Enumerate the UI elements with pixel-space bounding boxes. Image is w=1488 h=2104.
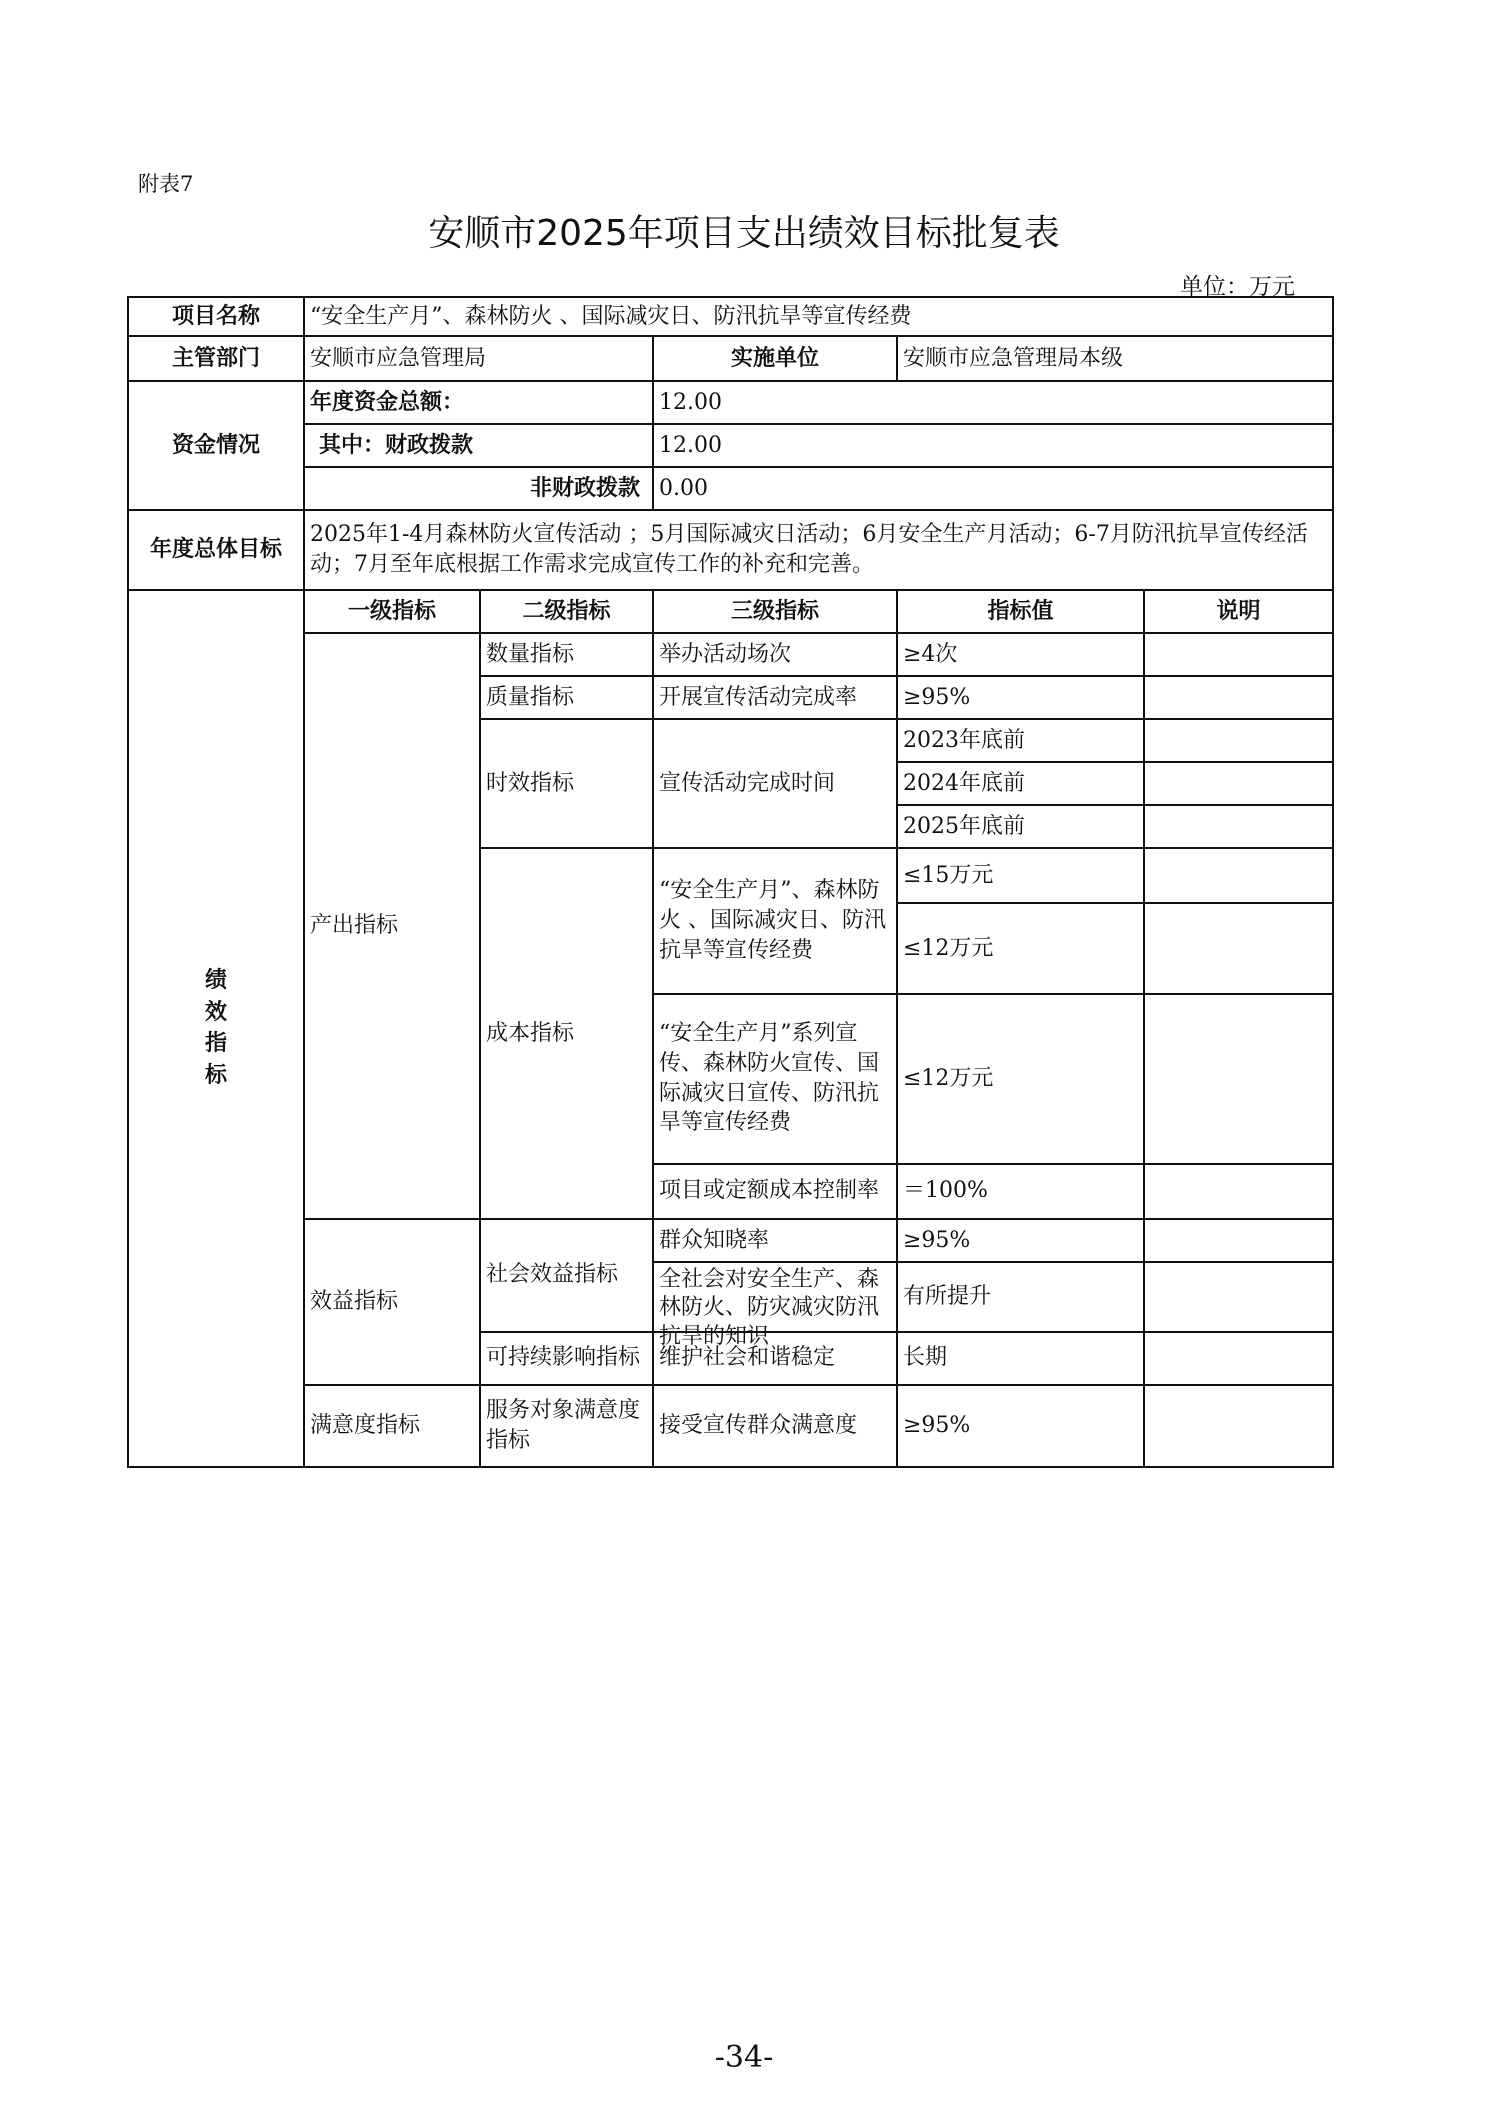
cost-item3-value: ＝100% [897, 1164, 1144, 1219]
quantity-level3: 举办活动场次 [653, 633, 897, 676]
header-level1: 一级指标 [304, 590, 480, 633]
quantity-value: ≥4次 [897, 633, 1144, 676]
quality-note [1144, 676, 1333, 719]
row-indicator-header [128, 590, 1333, 633]
timeliness-value-1: 2023年底前 [897, 719, 1144, 762]
page-title: 安顺市2025年项目支出绩效目标批复表 [428, 213, 1060, 254]
page-number: -34- [714, 2040, 774, 2075]
row-satisfaction [128, 1385, 1333, 1467]
cost-item1-note-1 [1144, 848, 1333, 903]
header-note: 说明 [1144, 590, 1333, 633]
social-level2: 社会效益指标 [480, 1219, 653, 1332]
header-level2: 二级指标 [480, 590, 653, 633]
timeliness-level3: 宣传活动完成时间 [653, 719, 897, 848]
sustain-note [1144, 1332, 1333, 1385]
cost-item3-level3: 项目或定额成本控制率 [653, 1164, 897, 1219]
timeliness-value-3: 2025年底前 [897, 805, 1144, 848]
cost-level2: 成本指标 [480, 848, 653, 1219]
funds-total-value: 12.00 [653, 381, 1333, 424]
row-annual-goal [128, 510, 1333, 590]
dept-label: 主管部门 [128, 336, 304, 381]
cost-item1-note-2 [1144, 903, 1333, 993]
sustain-level3: 维护社会和谐稳定 [653, 1332, 897, 1385]
row-quantity [128, 633, 1333, 676]
indicators-section-label: 绩效指标 [128, 590, 304, 1467]
service-value: ≥95% [897, 1385, 1144, 1467]
row-project-name [128, 297, 1333, 336]
cost-item2-level3: “安全生产月”系列宣传、森林防火宣传、国际减灾日宣传、防汛抗旱等宣传经费 [653, 994, 897, 1164]
row-social-1 [128, 1219, 1333, 1262]
cost-item1-level3: “安全生产月”、森林防火 、国际减灾日、防汛抗旱等宣传经费 [653, 848, 897, 993]
quality-level2: 质量指标 [480, 676, 653, 719]
timeliness-value-2: 2024年底前 [897, 762, 1144, 805]
project-name-value: “安全生产月”、森林防火 、国际减灾日、防汛抗旱等宣传经费 [304, 297, 1333, 336]
goal-text: 2025年1-4月森林防火宣传活动 ；5月国际减灾日活动；6月安全生产月活动；6-7月防汛抗旱宣传经活动；7月至年底根据工作需求完成宣传工作的补充和完善。 [304, 510, 1333, 590]
header-level3: 三级指标 [653, 590, 897, 633]
dept-value: 安顺市应急管理局 [304, 336, 653, 381]
timeliness-note-3 [1144, 805, 1333, 848]
funds-label: 资金情况 [128, 381, 304, 510]
impl-label: 实施单位 [653, 336, 897, 381]
row-funds-nonfiscal [128, 467, 1333, 510]
funds-total-label: 年度资金总额： [304, 381, 653, 424]
unit-label: 单位：万元 [1180, 274, 1295, 300]
cost-item2-value: ≤12万元 [897, 994, 1144, 1164]
benefit-indicator-label: 效益指标 [304, 1219, 480, 1385]
row-funds-fiscal [128, 424, 1333, 467]
annex-label: 附表7 [138, 172, 194, 196]
performance-target-table [127, 296, 1334, 1468]
social-item1-value: ≥95% [897, 1219, 1144, 1262]
cost-item3-note [1144, 1164, 1333, 1219]
performance-table-wrap [127, 296, 1332, 1468]
satisfaction-indicator-label: 满意度指标 [304, 1385, 480, 1467]
quantity-level2: 数量指标 [480, 633, 653, 676]
impl-value: 安顺市应急管理局本级 [897, 336, 1333, 381]
output-indicator-label: 产出指标 [304, 633, 480, 1219]
funds-fiscal-value: 12.00 [653, 424, 1333, 467]
social-item2-level3: 全社会对安全生产、森林防火、防灾减灾防汛抗旱的知识 [653, 1262, 897, 1332]
timeliness-note-2 [1144, 762, 1333, 805]
cost-item1-value-2: ≤12万元 [897, 903, 1144, 993]
social-item1-level3: 群众知晓率 [653, 1219, 897, 1262]
sustain-level2: 可持续影响指标 [480, 1332, 653, 1385]
header-value: 指标值 [897, 590, 1144, 633]
service-note [1144, 1385, 1333, 1467]
goal-label: 年度总体目标 [128, 510, 304, 590]
cost-item1-value-1: ≤15万元 [897, 848, 1144, 903]
social-item2-value: 有所提升 [897, 1262, 1144, 1332]
funds-fiscal-label: 其中：财政拨款 [304, 424, 653, 467]
quality-level3: 开展宣传活动完成率 [653, 676, 897, 719]
service-level2: 服务对象满意度指标 [480, 1385, 653, 1467]
sustain-value: 长期 [897, 1332, 1144, 1385]
service-level3: 接受宣传群众满意度 [653, 1385, 897, 1467]
social-item1-note [1144, 1219, 1333, 1262]
row-funds-total [128, 381, 1333, 424]
cost-item2-note [1144, 994, 1333, 1164]
quality-value: ≥95% [897, 676, 1144, 719]
social-item2-note [1144, 1262, 1333, 1332]
timeliness-note-1 [1144, 719, 1333, 762]
row-department [128, 336, 1333, 381]
project-name-label: 项目名称 [128, 297, 304, 336]
timeliness-level2: 时效指标 [480, 719, 653, 848]
funds-nonfiscal-label: 非财政拨款 [304, 467, 653, 510]
funds-nonfiscal-value: 0.00 [653, 467, 1333, 510]
quantity-note [1144, 633, 1333, 676]
